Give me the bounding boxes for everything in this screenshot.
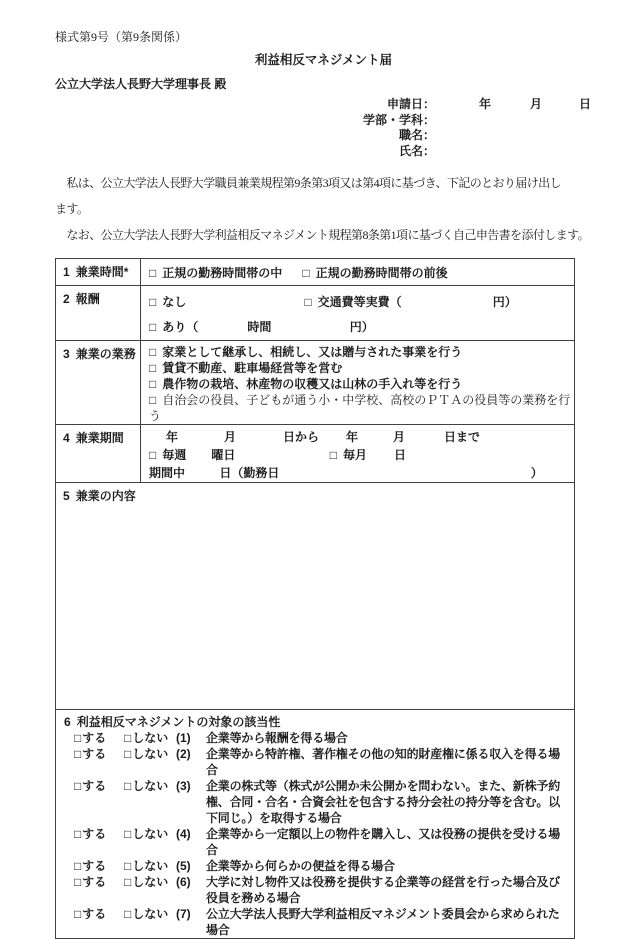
row4-label: 兼業期間 (75, 431, 124, 445)
name-value (435, 144, 592, 160)
business-type-item-label: 家業として継承し、相続し、又は贈与された事業を行う (162, 345, 463, 359)
compensation-transport-label: 交通費等実費（ (317, 295, 402, 309)
coi-dont-option (124, 730, 176, 746)
application-date-value (435, 97, 592, 113)
checkbox-icon: □ (304, 295, 312, 309)
year-label: 年 (479, 97, 492, 111)
checkbox-icon: □ (124, 875, 132, 889)
name-label: 氏名： (398, 143, 435, 158)
coi-do-option (74, 826, 124, 858)
month-label: 月 (530, 97, 543, 111)
application-date-row (55, 97, 592, 113)
table-row-details (56, 483, 574, 710)
checkbox-icon: □ (124, 779, 132, 793)
coi-item-number: (1) (176, 731, 191, 745)
row5-label: 兼業の内容 (75, 489, 136, 503)
period-to-month: 月 (393, 430, 406, 444)
application-date-label: 申請日： (386, 97, 435, 111)
compensation-option-paid (149, 315, 244, 340)
coi-item-4 (74, 826, 570, 858)
coi-dont-label: しない (132, 747, 169, 761)
coi-heading (64, 714, 570, 730)
compensation-paid-label: あり（ (162, 320, 199, 334)
form-number: 様式第9号（第9条関係） (55, 30, 188, 44)
table-row-worktime (56, 259, 574, 286)
coi-item-6 (74, 874, 570, 906)
checkbox-icon: □ (124, 747, 132, 761)
coi-do-label: する (82, 827, 107, 841)
checkbox-icon: □ (124, 827, 132, 841)
period-to-year: 年 (346, 430, 359, 444)
checkbox-icon: □ (149, 377, 157, 391)
coi-dont-option (124, 778, 176, 826)
period-option-monthly (330, 446, 391, 464)
checkbox-icon: □ (302, 266, 310, 280)
checkbox-icon: □ (124, 907, 132, 921)
period-from-month: 月 (224, 430, 237, 444)
coi-do-label: する (82, 747, 107, 761)
coi-do-option (74, 906, 124, 938)
row2-label: 報酬 (75, 292, 100, 306)
business-type-item (149, 344, 574, 360)
checkbox-icon: □ (74, 731, 82, 745)
coi-do-option (74, 874, 124, 906)
business-type-item (149, 360, 574, 376)
checkbox-icon: □ (74, 875, 82, 889)
row4-number: 4 (63, 431, 70, 445)
coi-item-text: 企業等から何らかの便益を得る場合 (206, 859, 395, 873)
period-weekly-label: 毎週 (162, 448, 187, 462)
period-monthly-label: 毎月 (342, 448, 367, 462)
period-from-year: 年 (166, 430, 179, 444)
addressee-line: 公立大学法人長野大学理事長 殿 (55, 77, 227, 91)
period-weekday: 曜日 (211, 448, 236, 462)
business-type-item-label: 自治会の役員、子どもが通う小・中学校、高校のＰＴＡの役員等の業務を行う (149, 393, 571, 423)
coi-do-option (74, 730, 124, 746)
coi-item-5 (74, 858, 570, 874)
compensation-option-transport (304, 290, 489, 315)
row4-label-cell (56, 425, 141, 482)
coi-item-number: (6) (176, 875, 191, 889)
period-workdays: 日（勤務日 (219, 466, 280, 480)
position-value (435, 128, 592, 144)
checkbox-icon: □ (74, 907, 82, 921)
row1-content-cell (141, 259, 574, 285)
compensation-line-1 (149, 290, 574, 315)
coi-dont-label: しない (132, 731, 169, 745)
coi-do-label: する (82, 779, 107, 793)
coi-item-text: 企業の株式等（株式が公開か未公開かを問わない。また、新株予約権、合同・合名・合資会社を包含する持分会社の持分等を含む。以下同じ。）を取得する場合 (206, 779, 561, 825)
row2-content-cell (141, 286, 574, 340)
coi-dont-option (124, 874, 176, 906)
coi-do-option (74, 778, 124, 826)
period-monthday: 日 (394, 448, 407, 462)
checkbox-icon: □ (74, 859, 82, 873)
row2-label-cell (56, 286, 141, 340)
row2-number: 2 (63, 292, 70, 306)
coi-item-number: (7) (176, 907, 191, 921)
coi-dont-label: しない (132, 779, 169, 793)
coi-item-number: (2) (176, 747, 191, 761)
business-type-item (149, 392, 574, 424)
business-type-item-label: 賃貸不動産、駐車場経営等を営む (162, 361, 343, 375)
period-from-day: 日から (283, 430, 320, 444)
row5-number: 5 (63, 489, 70, 503)
coi-dont-option (124, 746, 176, 778)
row3-label: 兼業の業務 (75, 347, 136, 361)
coi-item-text: 企業等から一定額以上の物件を購入し、又は役務の提供を受ける場合 (206, 827, 561, 857)
department-label: 学部・学科： (362, 112, 435, 127)
row6-number: 6 (64, 715, 71, 729)
table-row-business-type (56, 341, 574, 425)
coi-do-label: する (82, 907, 107, 921)
document-title: 利益相反マネジメント届 (254, 53, 393, 67)
coi-do-option (74, 746, 124, 778)
coi-item-number: (4) (176, 827, 191, 841)
department-value (435, 113, 592, 129)
coi-dont-option (124, 858, 176, 874)
period-line-frequency (149, 446, 574, 464)
compensation-transport-yen: 円） (492, 295, 517, 309)
checkbox-icon: □ (74, 747, 82, 761)
period-to-day: 日まで (444, 430, 481, 444)
checkbox-icon: □ (149, 393, 157, 407)
coi-item-2 (74, 746, 570, 778)
coi-do-label: する (82, 859, 107, 873)
row5-full-cell (56, 483, 574, 709)
coi-item-number: (5) (176, 859, 191, 873)
row6-full-cell (56, 710, 574, 938)
table-row-period (56, 425, 574, 483)
period-line-during (149, 464, 574, 482)
compensation-paid-hours: 時間 (247, 320, 272, 334)
coi-item-text: 企業等から特許権、著作権その他の知的財産権に係る収入を得る場合 (206, 747, 561, 777)
row3-content-cell (141, 341, 574, 424)
row4-content-cell (141, 425, 574, 482)
coi-dont-option (124, 826, 176, 858)
coi-item-7 (74, 906, 570, 938)
body-paragraph-1: 私は、公立大学法人長野大学職員兼業規程第9条第3項又は第4項に基づき、下記のとおり届け出します。 (55, 176, 561, 216)
body-paragraph-2: なお、公立大学法人長野大学利益相反マネジメント規程第8条第1項に基づく自己申告書を添付します。 (55, 228, 589, 242)
coi-item-text: 公立大学法人長野大学利益相反マネジメント委員会から求められた場合 (206, 907, 560, 937)
position-row (55, 128, 592, 144)
worktime-option-outside (302, 265, 447, 281)
table-row-compensation (56, 286, 574, 341)
business-type-item (149, 376, 574, 392)
coi-dont-label: しない (132, 875, 169, 889)
checkbox-icon: □ (149, 361, 157, 375)
coi-item-text: 大学に対し物件又は役務を提供する企業等の経営を行った場合及び役員を務める場合 (206, 875, 561, 905)
row3-number: 3 (63, 347, 70, 361)
coi-do-label: する (82, 875, 107, 889)
coi-item-3 (74, 778, 570, 826)
coi-item-1 (74, 730, 570, 746)
coi-dont-label: しない (132, 859, 169, 873)
application-table (55, 258, 575, 939)
checkbox-icon: □ (74, 779, 82, 793)
position-label: 職名： (398, 128, 435, 142)
row1-label: 兼業時間* (75, 265, 129, 279)
period-close-paren: ） (530, 466, 543, 480)
coi-dont-label: しない (132, 907, 169, 921)
compensation-none-label: なし (162, 295, 187, 309)
row1-label-cell (56, 259, 141, 285)
worktime-option-during-label: 正規の勤務時間帯の中 (162, 266, 283, 280)
checkbox-icon: □ (149, 345, 157, 359)
compensation-paid-yen: 円） (349, 320, 374, 334)
business-type-item-label: 農作物の栽培、林産物の収穫又は山林の手入れ等を行う (162, 377, 463, 391)
department-row (55, 113, 592, 129)
checkbox-icon: □ (149, 448, 157, 462)
checkbox-icon: □ (329, 448, 337, 462)
compensation-option-none (149, 290, 301, 315)
coi-do-label: する (82, 731, 107, 745)
coi-dont-label: しない (132, 827, 169, 841)
period-line-dates (149, 428, 574, 446)
coi-item-number: (3) (176, 779, 191, 793)
checkbox-icon: □ (74, 827, 82, 841)
row3-label-cell (56, 341, 141, 424)
name-row (55, 144, 592, 160)
day-label: 日 (579, 97, 592, 111)
coi-item-text: 企業等から報酬を得る場合 (206, 731, 348, 745)
checkbox-icon: □ (124, 859, 132, 873)
period-during: 期間中 (149, 466, 186, 480)
compensation-line-2 (149, 315, 574, 340)
coi-dont-option (124, 906, 176, 938)
table-row-coi-applicability (56, 710, 574, 938)
checkbox-icon: □ (124, 731, 132, 745)
row6-label: 利益相反マネジメントの対象の該当性 (76, 715, 281, 729)
period-option-weekly (149, 446, 208, 464)
checkbox-icon: □ (149, 320, 157, 334)
worktime-option-outside-label: 正規の勤務時間帯の前後 (315, 266, 448, 280)
coi-do-option (74, 858, 124, 874)
worktime-option-during (149, 265, 299, 281)
checkbox-icon: □ (149, 266, 157, 280)
row1-number: 1 (63, 265, 70, 279)
header-fields (55, 97, 592, 159)
checkbox-icon: □ (149, 295, 157, 309)
